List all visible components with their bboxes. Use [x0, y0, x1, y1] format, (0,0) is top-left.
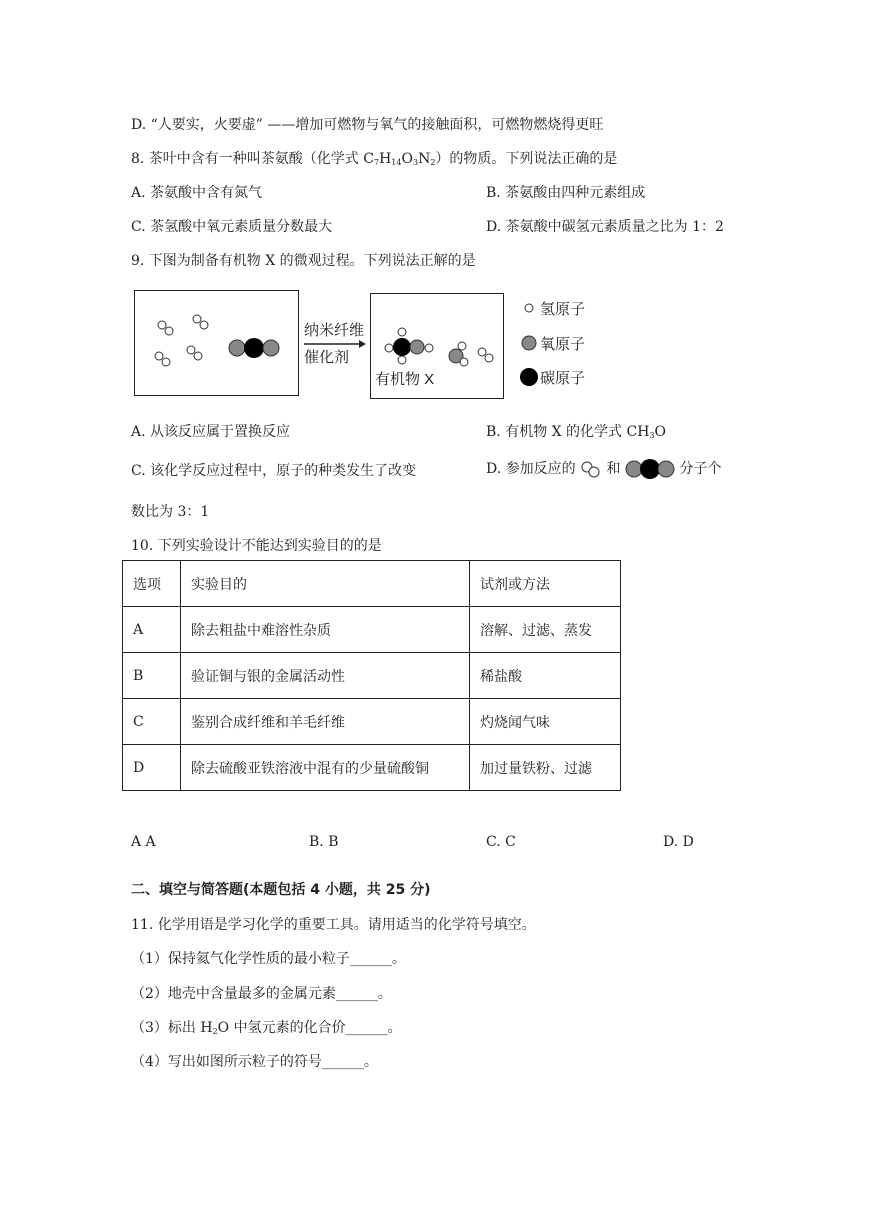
- hydrogen-molecules: [155, 315, 208, 366]
- reaction-diagram: [134, 288, 594, 403]
- svg-text:碳原子: 碳原子: [540, 370, 586, 387]
- q9-option-b: B. 有机物 X 的化学式 $CH_3O$: [486, 424, 667, 440]
- svg-text:氢原子: 氢原子: [540, 301, 586, 318]
- oxygen-atom-icon: [522, 336, 536, 350]
- arrow-bottom-label: 催化剂: [304, 349, 350, 366]
- q11-part-2: （2）地壳中含量最多的金属元素______。: [131, 986, 392, 1002]
- table-row: A 除去粗盐中难溶性杂质 溶解、过滤、蒸发: [123, 607, 621, 653]
- q8-option-b: B. 茶氨酸由四种元素组成: [486, 185, 646, 201]
- product-label: 有机物 X: [375, 371, 435, 388]
- header-purpose: 实验目的: [181, 561, 470, 607]
- co-molecule-icon: [625, 458, 675, 480]
- q11-part-4: （4）写出如图所示粒子的符号______。: [131, 1054, 378, 1070]
- q11-part-3: （3）标出 $H_2O$ 中氢元素的化合价______。: [131, 1020, 402, 1036]
- q8-option-d: D. 茶氨酸中碳氢元素质量之比为 1：2: [486, 219, 724, 235]
- methanol-molecule: [385, 328, 433, 364]
- q9-option-c: C. 该化学反应过程中，原子的种类发生了改变: [131, 463, 417, 479]
- q11-part-1: （1）保持氦气化学性质的最小粒子______。: [131, 951, 406, 967]
- q8-option-a: A. 茶氨酸中含有氮气: [131, 185, 263, 201]
- q8-stem: 8. 茶叶中含有一种叫茶氨酸（化学式 $C_7H_{14}O_3N_2$）的物质。下列说法正确的是: [131, 151, 618, 167]
- water-molecule: [449, 342, 468, 366]
- q7-option-d: D. “人要实，火要虚” ——增加可燃物与氧气的接触面积，可燃物燃烧得更旺: [131, 117, 604, 133]
- hydrogen-molecule-icon: [580, 460, 602, 478]
- q9-option-d: D. 参加反应的 和 分子个: [486, 458, 721, 480]
- svg-text:氧原子: 氧原子: [540, 336, 586, 353]
- q10-stem: 10. 下列实验设计不能达到实验目的的是: [131, 538, 382, 554]
- co-molecule: [229, 338, 279, 358]
- q9-stem: 9. 下图为制备有机物 X 的微观过程。下列说法正解的是: [131, 253, 476, 269]
- q10-option-c: C. C: [486, 834, 516, 850]
- q9-option-d-continued: 数比为 3：1: [131, 504, 210, 520]
- hydrogen-atom-icon: [525, 304, 533, 312]
- arrow-top-label: 纳米纤维: [304, 322, 365, 339]
- header-option: 选项: [123, 561, 181, 607]
- q10-option-d: D. D: [663, 834, 694, 850]
- q8-option-c: C. 茶氢酸中氧元素质量分数最大: [131, 219, 333, 235]
- q9-option-a: A. 从该反应属于置换反应: [131, 424, 291, 440]
- carbon-atom-icon: [520, 368, 538, 386]
- q11-stem: 11. 化学用语是学习化学的重要工具。请用适当的化学符号填空。: [131, 917, 536, 933]
- experiment-table: [122, 560, 621, 791]
- hydrogen-molecule-leftover: [478, 348, 493, 362]
- q10-option-b: B. B: [309, 834, 339, 850]
- table-row: D 除去硫酸亚铁溶液中混有的少量硫酸铜 加过量铁粉、过滤: [123, 745, 621, 791]
- q10-option-a: A A: [131, 834, 156, 850]
- table-row: B 验证铜与银的金属活动性 稀盐酸: [123, 653, 621, 699]
- section-2-title: 二、填空与简答题(本题包括 4 小题，共 25 分): [131, 882, 431, 898]
- legend: [520, 301, 585, 387]
- header-method: 试剂或方法: [470, 561, 621, 607]
- table-header-row: [123, 561, 621, 607]
- table-row: C 鉴别合成纤维和羊毛纤维 灼烧闻气味: [123, 699, 621, 745]
